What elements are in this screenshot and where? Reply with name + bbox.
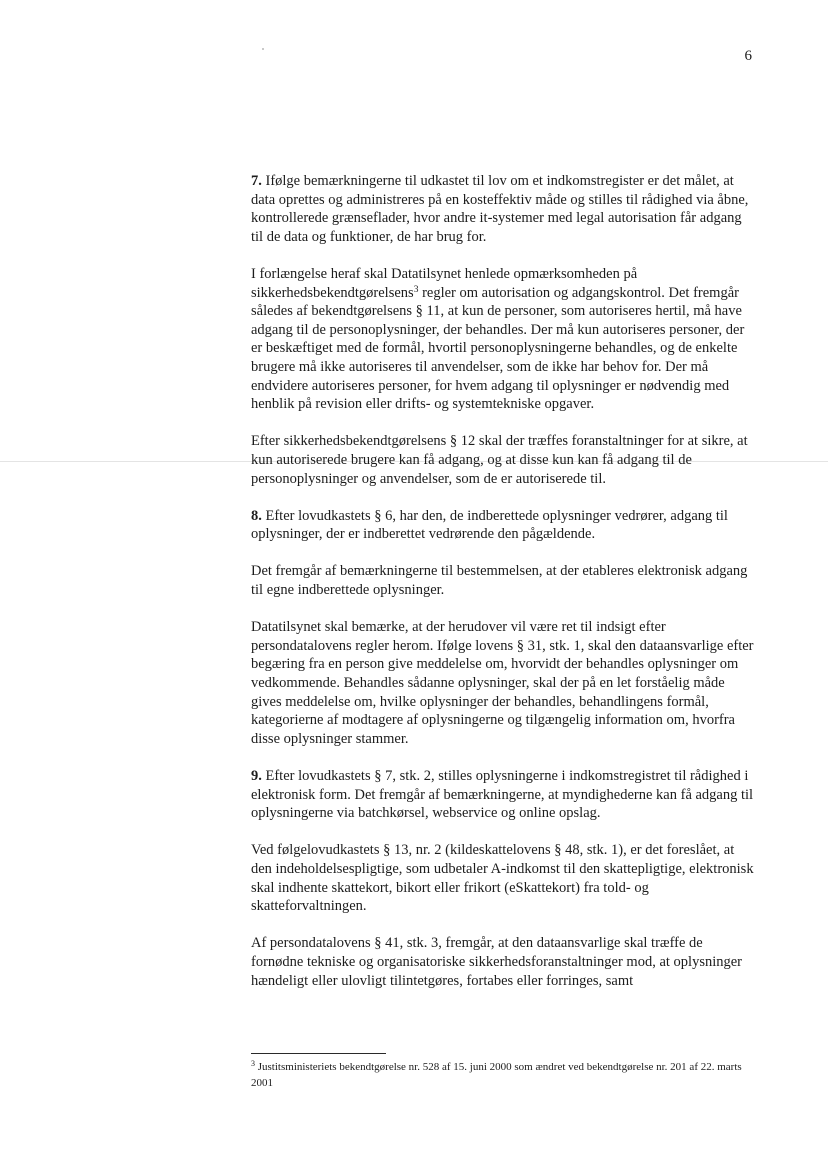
paragraph-elektronisk-adgang <box>251 562 757 599</box>
paragraph-7 <box>251 172 757 246</box>
section-number: 8. <box>251 507 262 524</box>
paragraph-text: Efter sikkerhedsbekendtgørelsens § 12 skal der træffes foranstaltninger for at sikre, at kun autoriserede brugere kan få adgang, og at disse kun kan få adgang til de personoplysninger og anvendelser, som de er autoriserede til. <box>251 433 748 487</box>
paragraph-text: Det fremgår af bemærkningerne til bestemmelsen, at der etableres elektronisk adgang til egne indberettede oplysninger. <box>251 563 748 599</box>
scan-speck <box>262 48 264 50</box>
paragraph-text: Ved følgelovudkastets § 13, nr. 2 (kildeskattelovens § 48, stk. 1), er det foreslået, at den indeholdelsespligtige, som udbetaler A-indkomst til den skattepligtige, elektronisk skal indhente skattekort, bikort eller frikort (eSkattekort) fra told- og skatteforvaltningen. <box>251 842 754 915</box>
paragraph-text: I forlængelse heraf skal Datatilsynet henlede opmærksomheden på sikkerhedsbekendtgørelsens <box>251 265 638 301</box>
footnote <box>251 1059 757 1091</box>
paragraph-indsigt <box>251 618 757 748</box>
paragraph-autorisation <box>251 265 757 414</box>
section-number: 7. <box>251 173 262 189</box>
paragraph-text: Efter lovudkastets § 6, har den, de indberettede oplysninger vedrører, adgang til oplysninger, der er indberettet vedrørende den pågældende. <box>251 507 728 543</box>
page-number: 6 <box>744 48 752 64</box>
paragraph-text: Ifølge bemærkningerne til udkastet til lov om et indkomstregister er det målet, at data oprettes og administreres på en kosteffektiv måde og stilles til rådighed via åbne, kontrollerede grænseflader, hvor andre it-systemer med legal autorisation får adgang til de data og funktioner, de har brug for. <box>251 173 749 245</box>
paragraph-persondatalov <box>251 934 757 990</box>
footnote-reference: 3 <box>413 284 419 295</box>
paragraph-8 <box>251 507 757 544</box>
paragraph-text: regler om autorisation og adgangskontrol. Det fremgår således af bekendtgørelsens § 11, at kun de personer, som autoriseres hertil, må have adgang til de personoplysninger, der behandles. Der må kun autoriseres personer, der er beskæftiget med de formål, hvortil personoplysningerne behandles, og de enkelte brugere må ikke autoriseres til anvendelser, som de ikke har behov for. Der må endvidere autoriseres personer, for hvem adgang til oplysninger er nødvendig med henblik på revision eller drifts- og systemtekniske opgaver. <box>251 284 745 413</box>
paragraph-text: Datatilsynet skal bemærke, at der herudover vil være ret til indsigt efter persondatalovens regler herom. Ifølge lovens § 31, stk. 1, skal den dataansvarlige efter begæring fra en person give meddelelse om, hvorvidt der behandles oplysninger om vedkommende. Behandles sådanne oplysninger, skal der på en let forståelig måde gives meddelelse om, hvilke oplysninger der behandles, behandlingens formål, kategorierne af modtagere af oplysningerne og tilgængelig information om, hvorfra disse oplysninger stammer. <box>251 619 754 747</box>
footnote-mark: 3 <box>251 1059 255 1068</box>
paragraph-text: Efter lovudkastets § 7, stk. 2, stilles oplysningerne i indkomstregistret til rådighed i elektronisk form. Det fremgår af bemærkningerne, at myndighederne kan få adgang til oplysningerne via batchkørsel, webservice og online opslag. <box>251 768 754 822</box>
section-number: 9. <box>251 768 262 784</box>
document-body <box>251 172 757 1009</box>
footnote-text: Justitsministeriets bekendtgørelse nr. 528 af 15. juni 2000 som ændret ved bekendtgørelse nr. 201 af 22. marts 2001 <box>251 1061 742 1089</box>
paragraph-text: Af persondatalovens § 41, stk. 3, fremgår, at den dataansvarlige skal træffe de fornødne tekniske og organisatoriske sikkerhedsforanstaltninger mod, at oplysninger hændeligt eller ulovligt tilintetgøres, fortabes eller forringes, samt <box>251 935 743 989</box>
footnote-separator <box>251 1053 386 1054</box>
paragraph-9 <box>251 767 757 823</box>
paragraph-foelgelov <box>251 841 757 915</box>
paragraph-sikkerhed <box>251 432 757 488</box>
